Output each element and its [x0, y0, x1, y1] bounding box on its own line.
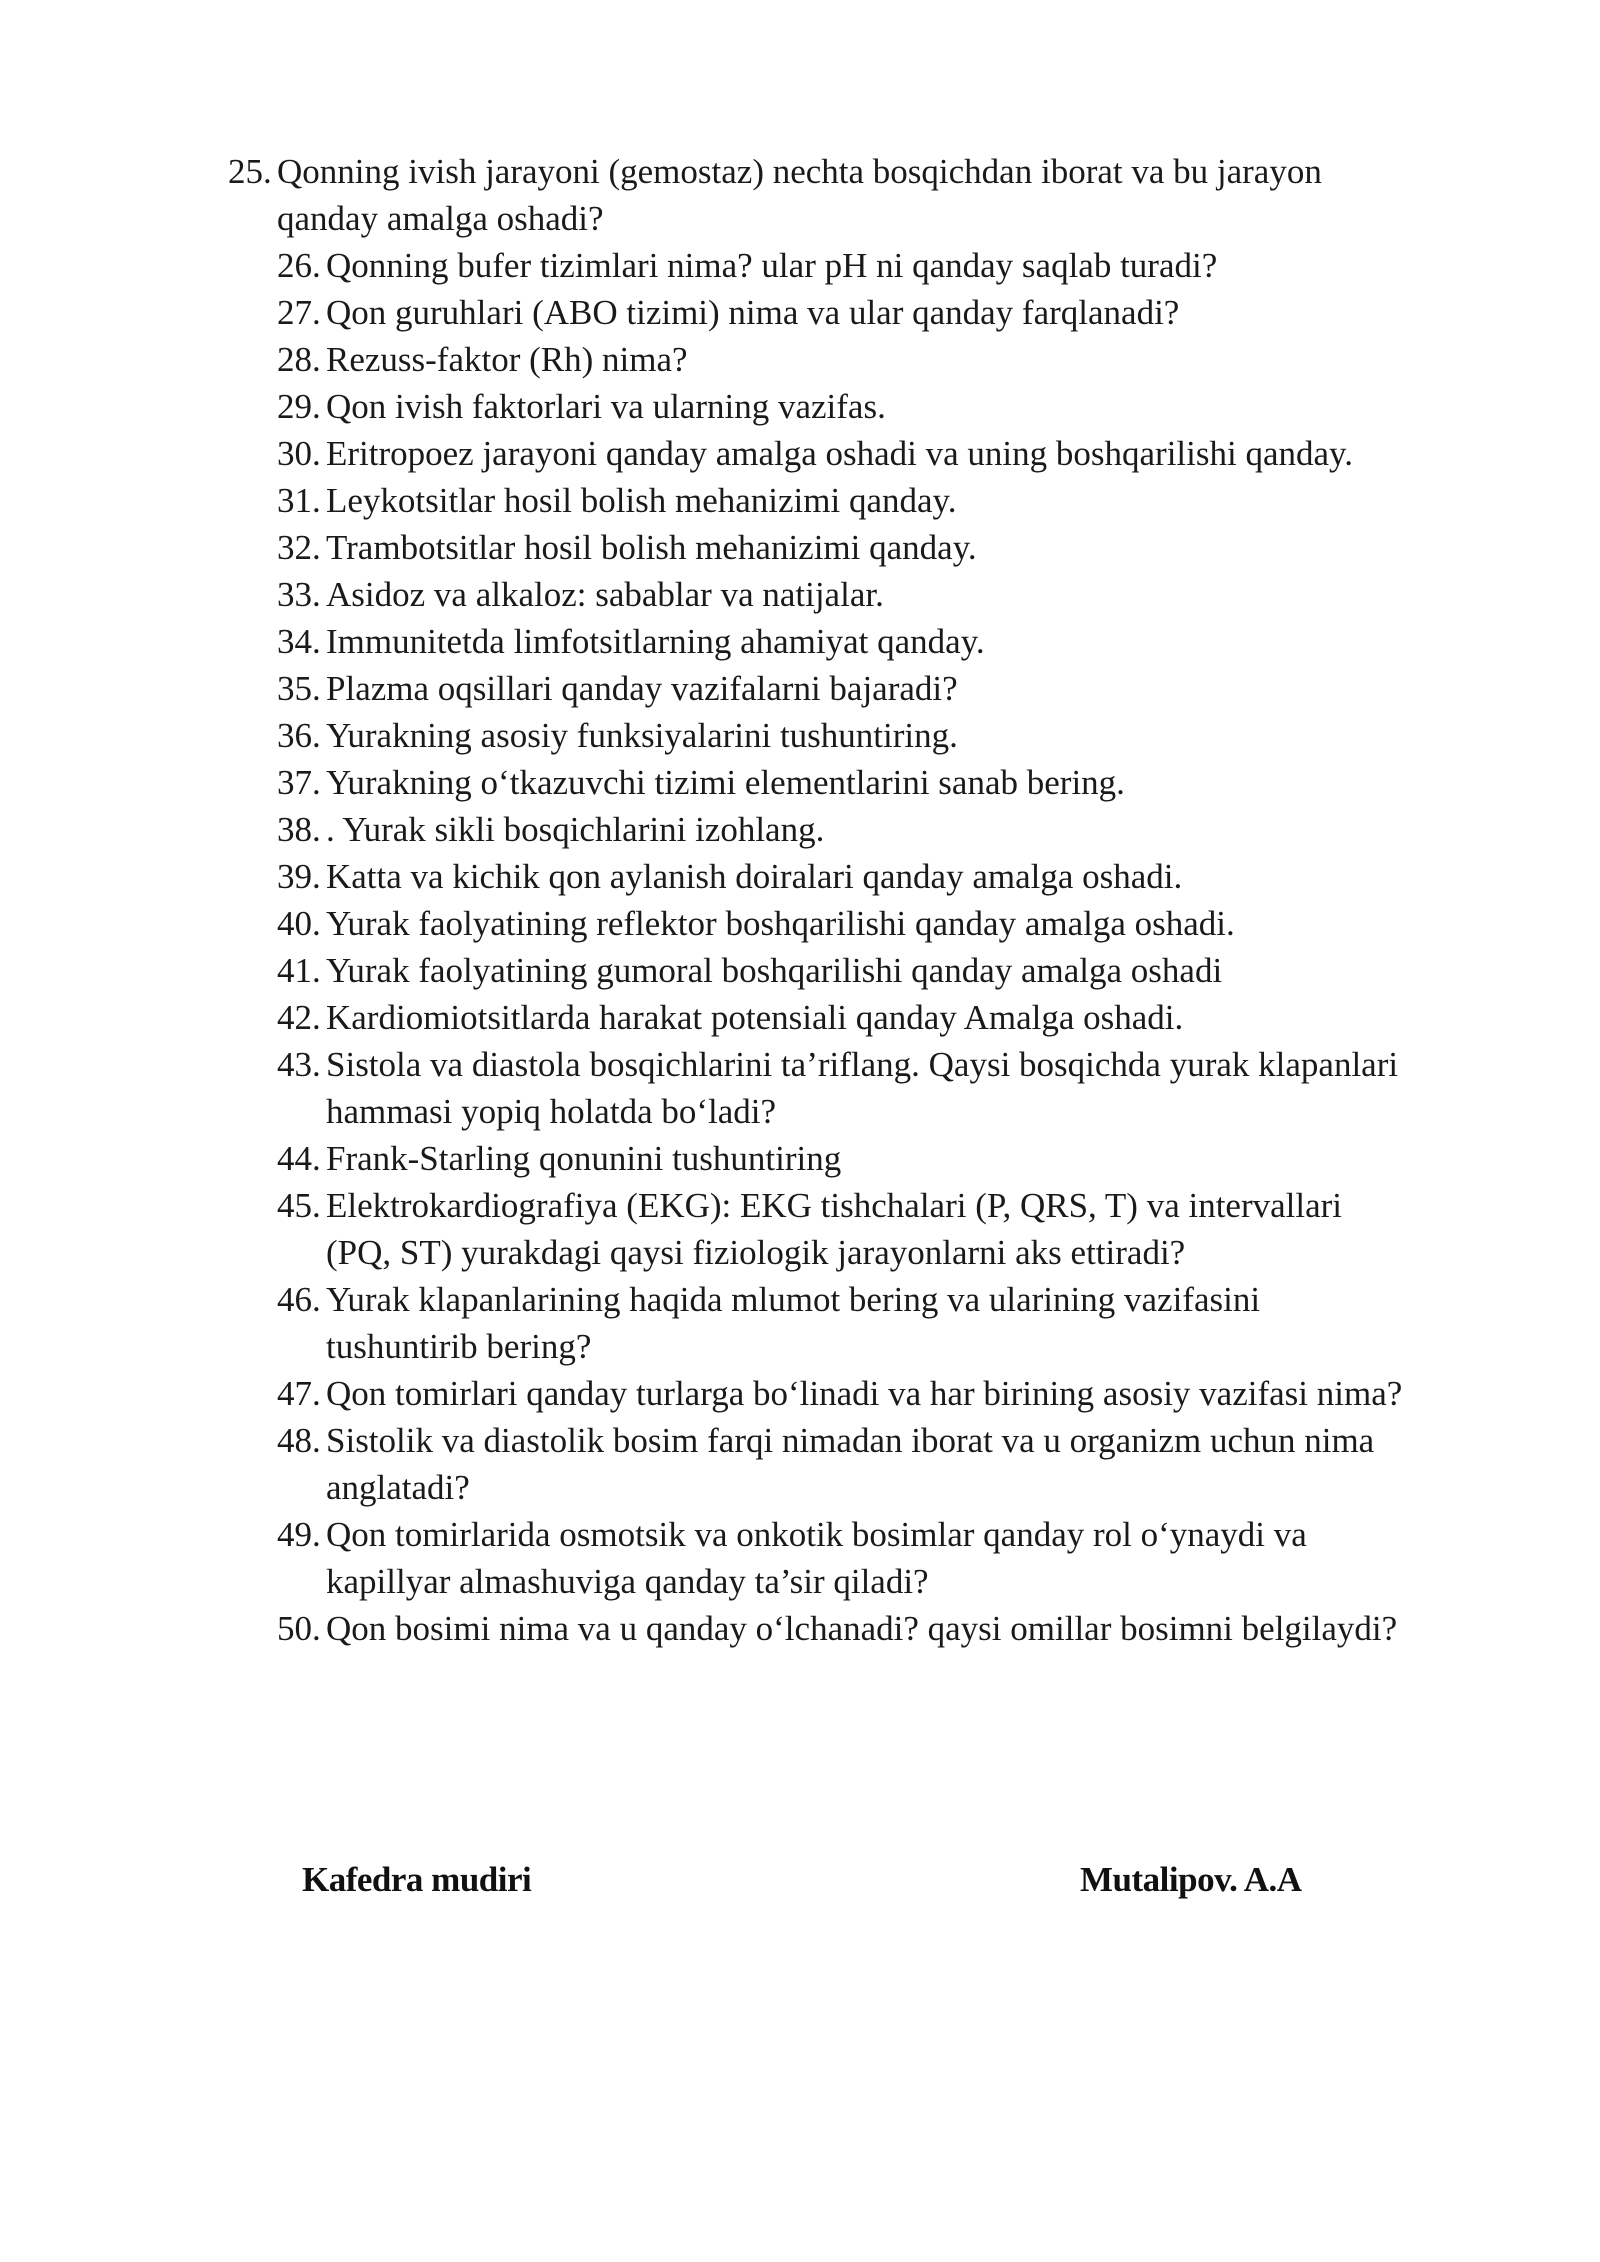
- question-text: [326, 1182, 1528, 1276]
- question-text-line: Plazma oqsillari qanday vazifalarni bajaradi?: [326, 669, 958, 708]
- question-number: 42.: [277, 998, 321, 1037]
- question-text-line: Qon bosimi nima va u qanday o‘lchanadi? qaysi omillar bosimni belgilaydi?: [326, 1609, 1398, 1648]
- question-text: [326, 853, 1528, 900]
- question-text-line: kapillyar almashuviga qanday ta’sir qiladi?: [326, 1562, 929, 1601]
- question-text-line: Yurak faolyatining gumoral boshqarilishi qanday amalga oshadi: [326, 951, 1223, 990]
- question-item: [277, 1276, 1528, 1370]
- question-text: [326, 383, 1528, 430]
- question-text: [326, 618, 1528, 665]
- question-text: [326, 665, 1528, 712]
- question-item: [277, 994, 1528, 1041]
- question-number: 31.: [277, 481, 321, 520]
- question-text: [326, 1135, 1528, 1182]
- question-text-line: Sistolik va diastolik bosim farqi nimadan iborat va u organizm uchun nima: [326, 1421, 1375, 1460]
- question-number: 45.: [277, 1186, 321, 1225]
- question-text: [326, 712, 1528, 759]
- question-item: [277, 477, 1528, 524]
- question-text-line: . Yurak sikli bosqichlarini izohlang.: [326, 810, 825, 849]
- question-item: [277, 806, 1528, 853]
- question-number: 49.: [277, 1515, 321, 1554]
- question-item: [277, 383, 1528, 430]
- question-text: [326, 947, 1528, 994]
- question-text: [326, 1370, 1528, 1417]
- question-text-line: Trambotsitlar hosil bolish mehanizimi qanday.: [326, 528, 977, 567]
- question-item: [277, 524, 1528, 571]
- question-text: [326, 1511, 1528, 1605]
- question-text-line: Qon ivish faktorlari va ularning vazifas.: [326, 387, 886, 426]
- question-text-line: Qon guruhlari (ABO tizimi) nima va ular qanday farqlanadi?: [326, 293, 1180, 332]
- question-text-line: Yurak faolyatining reflektor boshqarilishi qanday amalga oshadi.: [326, 904, 1235, 943]
- question-item: [277, 618, 1528, 665]
- question-item: [277, 336, 1528, 383]
- question-text: [326, 477, 1528, 524]
- question-text-line: Leykotsitlar hosil bolish mehanizimi qanday.: [326, 481, 957, 520]
- question-item: [277, 1041, 1528, 1135]
- question-text: [326, 430, 1528, 477]
- question-item: [277, 571, 1528, 618]
- question-item: [277, 900, 1528, 947]
- question-text: [326, 1417, 1528, 1511]
- question-text-line: Qonning bufer tizimlari nima? ular pH ni qanday saqlab turadi?: [326, 246, 1218, 285]
- question-number: 50.: [277, 1609, 321, 1648]
- question-text-line: Frank-Starling qonunini tushuntiring: [326, 1139, 842, 1178]
- question-number: 46.: [277, 1280, 321, 1319]
- question-text: [326, 806, 1528, 853]
- question-text: [326, 1605, 1528, 1652]
- question-item: [277, 242, 1528, 289]
- question-number: 29.: [277, 387, 321, 426]
- question-number: 47.: [277, 1374, 321, 1413]
- question-text: [326, 289, 1528, 336]
- question-text: [277, 148, 1528, 242]
- question-text-line: qanday amalga oshadi?: [277, 199, 604, 238]
- question-text-line: Katta va kichik qon aylanish doiralari qanday amalga oshadi.: [326, 857, 1183, 896]
- question-number: 44.: [277, 1139, 321, 1178]
- question-item: [277, 665, 1528, 712]
- question-text-line: Kardiomiotsitlarda harakat potensiali qanday Amalga oshadi.: [326, 998, 1184, 1037]
- question-number: 25.: [228, 152, 272, 191]
- question-item: [277, 289, 1528, 336]
- question-item: [277, 853, 1528, 900]
- question-text-line: Qon tomirlarida osmotsik va onkotik bosimlar qanday rol o‘ynaydi va: [326, 1515, 1307, 1554]
- question-number: 40.: [277, 904, 321, 943]
- question-item: [228, 148, 1528, 242]
- question-item: [277, 947, 1528, 994]
- question-text-line: Rezuss-faktor (Rh) nima?: [326, 340, 688, 379]
- question-number: 33.: [277, 575, 321, 614]
- question-text: [326, 1041, 1528, 1135]
- question-number: 27.: [277, 293, 321, 332]
- question-number: 48.: [277, 1421, 321, 1460]
- question-text-line: Qonning ivish jarayoni (gemostaz) nechta bosqichdan iborat va bu jarayon: [277, 152, 1322, 191]
- question-text-line: Immunitetda limfotsitlarning ahamiyat qanday.: [326, 622, 985, 661]
- question-number: 32.: [277, 528, 321, 567]
- question-text: [326, 524, 1528, 571]
- question-item: [277, 1605, 1528, 1652]
- signature-name: Mutalipov. A.A: [1080, 1860, 1302, 1899]
- question-text-line: anglatadi?: [326, 1468, 470, 1507]
- question-number: 26.: [277, 246, 321, 285]
- question-text-line: Eritropoez jarayoni qanday amalga oshadi va uning boshqarilishi qanday.: [326, 434, 1354, 473]
- question-text: [326, 242, 1528, 289]
- question-text-line: Asidoz va alkaloz: sabablar va natijalar.: [326, 575, 884, 614]
- question-text: [326, 900, 1528, 947]
- question-number: 38.: [277, 810, 321, 849]
- question-text: [326, 336, 1528, 383]
- question-number: 30.: [277, 434, 321, 473]
- question-number: 37.: [277, 763, 321, 802]
- question-text-line: Yurakning o‘tkazuvchi tizimi elementlarini sanab bering.: [326, 763, 1125, 802]
- question-text: [326, 994, 1528, 1041]
- question-number: 39.: [277, 857, 321, 896]
- question-text-line: Sistola va diastola bosqichlarini ta’riflang. Qaysi bosqichda yurak klapanlari: [326, 1045, 1399, 1084]
- question-text-line: tushuntirib bering?: [326, 1327, 592, 1366]
- question-text-line: (PQ, ST) yurakdagi qaysi fiziologik jarayonlarni aks ettiradi?: [326, 1233, 1186, 1272]
- question-list: [228, 148, 1528, 1652]
- question-number: 28.: [277, 340, 321, 379]
- question-item: [277, 430, 1528, 477]
- question-text-line: Yurak klapanlarining haqida mlumot bering va ularining vazifasini: [326, 1280, 1261, 1319]
- question-item: [277, 712, 1528, 759]
- question-number: 41.: [277, 951, 321, 990]
- question-text-line: Qon tomirlari qanday turlarga bo‘linadi va har birining asosiy vazifasi nima?: [326, 1374, 1403, 1413]
- signature-title: Kafedra mudiri: [302, 1860, 532, 1899]
- question-item: [277, 759, 1528, 806]
- question-text-line: Yurakning asosiy funksiyalarini tushuntiring.: [326, 716, 958, 755]
- question-item: [277, 1182, 1528, 1276]
- question-item: [277, 1135, 1528, 1182]
- question-number: 43.: [277, 1045, 321, 1084]
- question-item: [277, 1511, 1528, 1605]
- question-number: 34.: [277, 622, 321, 661]
- question-item: [277, 1417, 1528, 1511]
- question-text: [326, 759, 1528, 806]
- question-text: [326, 571, 1528, 618]
- question-text: [326, 1276, 1528, 1370]
- question-text-line: hammasi yopiq holatda bo‘ladi?: [326, 1092, 777, 1131]
- question-text-line: Elektrokardiografiya (EKG): EKG tishchalari (P, QRS, T) va intervallari: [326, 1186, 1343, 1225]
- question-number: 36.: [277, 716, 321, 755]
- question-item: [277, 1370, 1528, 1417]
- question-number: 35.: [277, 669, 321, 708]
